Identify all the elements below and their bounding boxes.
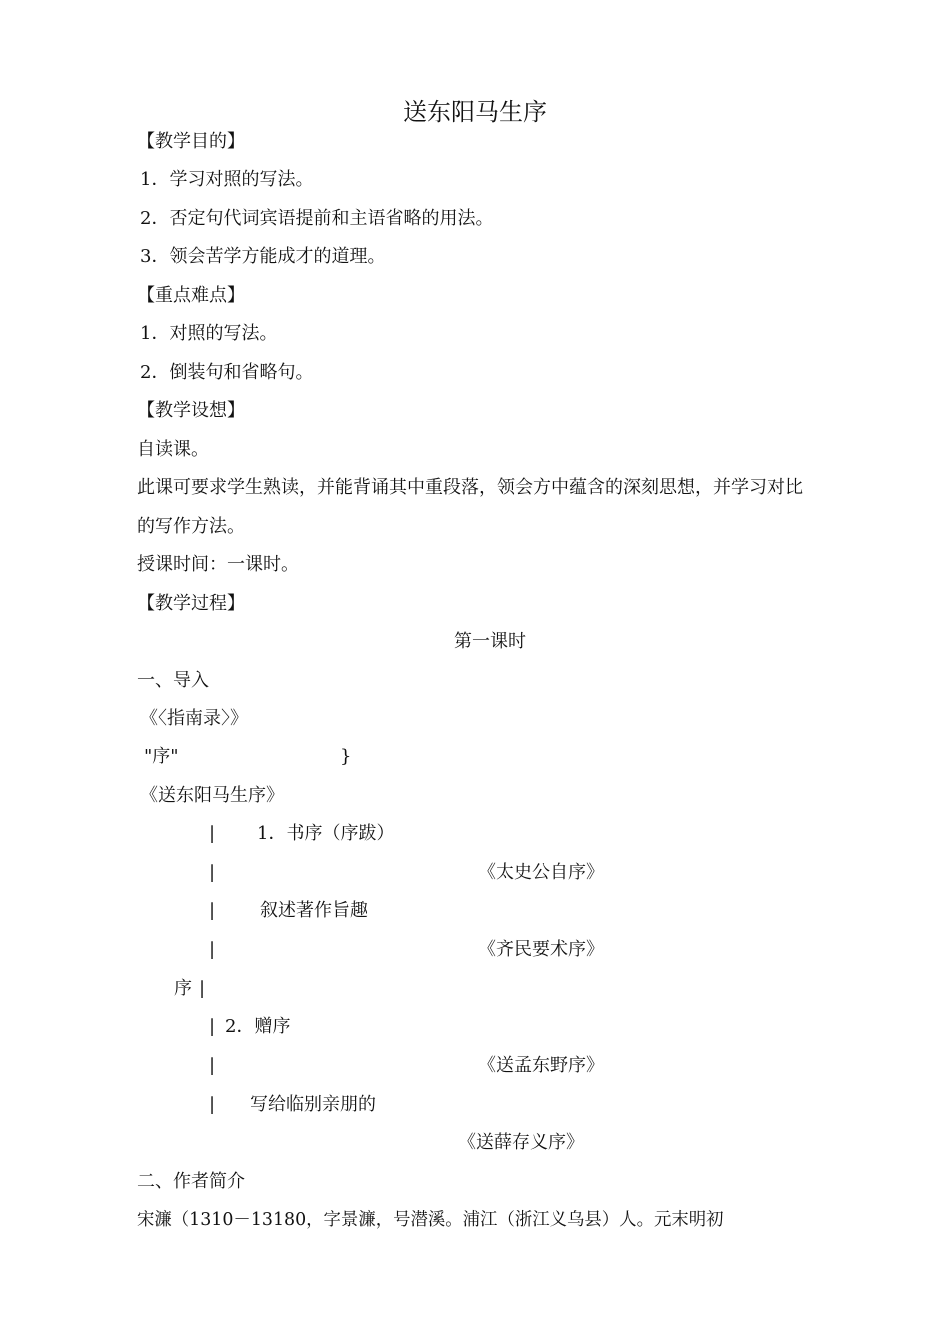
tree-example-2: 《齐民要术序》 <box>478 939 604 960</box>
design-paragraph-2-line-1: 此课可要求学生熟读，并能背诵其中重段落，领会方中蕴含的深刻思想，并学习对比 <box>137 477 803 498</box>
tree-bar-5: | <box>209 1016 216 1037</box>
intro-line-2: "序" <box>144 746 179 767</box>
intro-line-3: 《送东阳马生序》 <box>140 785 284 806</box>
section-heading-objectives: 【教学目的】 <box>137 131 245 152</box>
tree-item-gift-preface: 2．赠序 <box>225 1016 291 1037</box>
tree-item-book-preface: 1．书序（序跋） <box>257 823 395 844</box>
tree-bar-6: | <box>209 1055 216 1076</box>
tree-desc-2: 写给临别亲朋的 <box>250 1094 376 1115</box>
part-heading-author: 二、作者简介 <box>137 1171 245 1192</box>
lesson-heading: 第一课时 <box>454 631 526 652</box>
design-paragraph-1: 自读课。 <box>137 439 209 460</box>
objective-item-3: 3．领会苦学方能成才的道理。 <box>140 246 386 267</box>
intro-line-1: 《〈指南录〉》 <box>140 708 248 729</box>
doc-title: 送东阳马生序 <box>403 98 547 126</box>
tree-desc-1: 叙述著作旨趣 <box>260 900 368 921</box>
tree-example-3: 《送孟东野序》 <box>478 1055 604 1076</box>
tree-bar-7: | <box>209 1094 216 1115</box>
design-paragraph-2-line-2: 的写作方法。 <box>137 516 245 537</box>
section-heading-process: 【教学过程】 <box>137 593 245 614</box>
key-point-item-2: 2．倒装句和省略句。 <box>140 362 314 383</box>
part-heading-intro: 一、导入 <box>137 670 209 691</box>
tree-root-bar: | <box>199 978 206 999</box>
tree-example-1: 《太史公自序》 <box>478 862 604 883</box>
key-point-item-1: 1．对照的写法。 <box>140 323 278 344</box>
author-paragraph-line-1: 宋濂（1310－13180，字景濂，号潜溪。浦江（浙江义乌县）人。元末明初 <box>137 1210 724 1230</box>
tree-bar-1: | <box>209 823 216 844</box>
tree-root-label: 序 <box>174 978 192 999</box>
tree-bar-2: | <box>209 862 216 883</box>
tree-bar-4: | <box>209 939 216 960</box>
objective-item-2: 2．否定句代词宾语提前和主语省略的用法。 <box>140 208 494 229</box>
section-heading-design: 【教学设想】 <box>137 400 245 421</box>
intro-brace: } <box>340 746 352 767</box>
design-paragraph-3: 授课时间：一课时。 <box>137 554 299 575</box>
objective-item-1: 1．学习对照的写法。 <box>140 169 314 190</box>
tree-bar-3: | <box>209 900 216 921</box>
tree-example-4: 《送薛存义序》 <box>458 1132 584 1153</box>
section-heading-key-points: 【重点难点】 <box>137 285 245 306</box>
